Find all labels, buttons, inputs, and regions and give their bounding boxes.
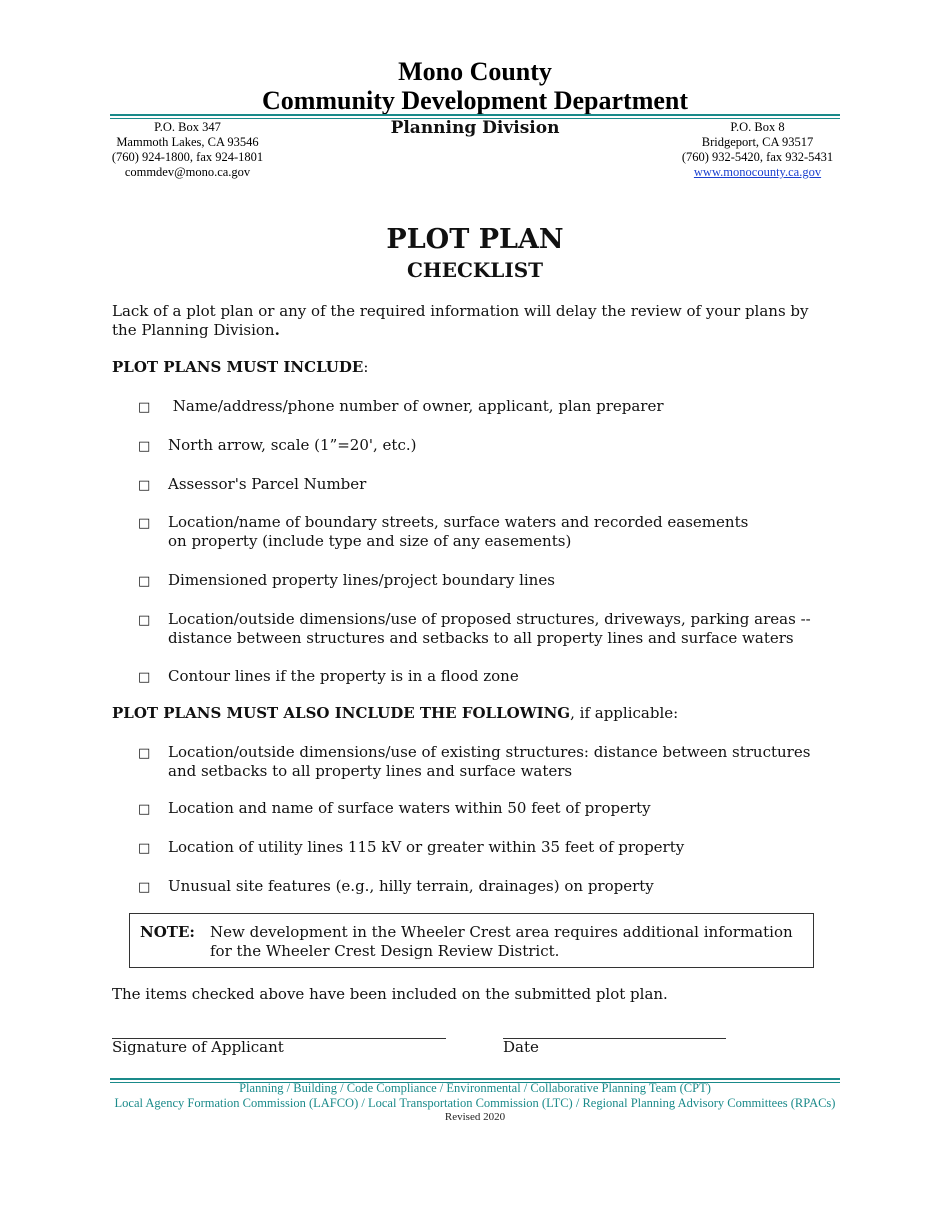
section-1-heading-text: PLOT PLANS MUST INCLUDE xyxy=(112,358,364,376)
section-2-heading-suffix: , if applicable: xyxy=(570,704,679,722)
checklist-item-text: Location of utility lines 115 kV or greater within 35 feet of property xyxy=(168,838,685,856)
left-address-line: P.O. Box 347 xyxy=(154,120,221,134)
checkbox-icon[interactable]: □ xyxy=(138,516,151,531)
section-2-heading-text: PLOT PLANS MUST ALSO INCLUDE THE FOLLOWING xyxy=(112,704,571,722)
page-subtitle: CHECKLIST xyxy=(406,258,544,282)
checkbox-icon[interactable]: □ xyxy=(138,574,151,589)
footer-line-1: Planning / Building / Code Compliance / Environmental / Collaborative Planning Team (CPT) xyxy=(239,1081,711,1095)
checklist-item[interactable] xyxy=(138,743,828,783)
intro-text: Lack of a plot plan or any of the required information will delay the review of your plans by the Planning Division xyxy=(112,302,809,339)
checklist-item[interactable] xyxy=(138,667,828,687)
checklist-item[interactable] xyxy=(138,799,828,819)
note-box xyxy=(129,913,814,968)
checklist-item-text: Contour lines if the property is in a flood zone xyxy=(168,667,519,685)
checklist-item-text: Assessor's Parcel Number xyxy=(168,475,367,493)
left-address-email: commdev@mono.ca.gov xyxy=(124,165,251,179)
checklist-item[interactable] xyxy=(138,513,828,553)
checkbox-icon[interactable]: □ xyxy=(138,746,151,761)
checklist-item-text: Unusual site features (e.g., hilly terrain, drainages) on property xyxy=(168,877,654,895)
checkbox-icon[interactable]: □ xyxy=(138,841,151,856)
department-name: Community Development Department xyxy=(261,86,689,115)
note-text: New development in the Wheeler Crest area requires additional information for the Wheeler Crest Design Review District. xyxy=(210,923,793,960)
checkbox-icon[interactable]: □ xyxy=(138,613,151,628)
checkbox-icon[interactable]: □ xyxy=(138,670,151,685)
checkbox-icon[interactable]: □ xyxy=(138,880,151,895)
checklist-item-text: Location/name of boundary streets, surface waters and recorded easements on property (include type and size of any easements) xyxy=(168,513,749,550)
checkbox-icon[interactable]: □ xyxy=(138,400,151,415)
checklist-item[interactable] xyxy=(138,610,828,650)
checkbox-icon[interactable]: □ xyxy=(138,802,151,817)
date-label: Date xyxy=(503,1038,539,1056)
checklist-item[interactable] xyxy=(138,436,828,456)
right-address-line: P.O. Box 8 xyxy=(730,120,785,134)
checkbox-icon[interactable]: □ xyxy=(138,439,151,454)
checklist-item[interactable] xyxy=(138,397,828,417)
division-name: Planning Division xyxy=(390,118,560,138)
checklist-item[interactable] xyxy=(138,877,828,897)
header-rule-top xyxy=(110,114,840,116)
checklist-item[interactable] xyxy=(138,571,828,591)
checklist-item[interactable] xyxy=(138,838,828,858)
signature-label: Signature of Applicant xyxy=(112,1038,284,1056)
checklist-item-text: North arrow, scale (1”=20', etc.) xyxy=(168,436,417,454)
checkbox-icon[interactable]: □ xyxy=(138,478,151,493)
checklist-item-text: Dimensioned property lines/project boundary lines xyxy=(168,571,555,589)
left-address-line: Mammoth Lakes, CA 93546 xyxy=(116,135,259,149)
org-name: Mono County xyxy=(398,57,552,86)
website-link[interactable]: www.monocounty.ca.gov xyxy=(693,165,822,179)
checklist-item-text: Name/address/phone number of owner, applicant, plan preparer xyxy=(168,397,664,415)
left-address-line: (760) 924-1800, fax 924-1801 xyxy=(111,150,264,164)
note-label: NOTE: xyxy=(140,923,195,941)
checklist-item-text: Location/outside dimensions/use of existing structures: distance between structures and setbacks to all property lines and surface waters xyxy=(168,743,811,780)
right-address xyxy=(675,120,840,180)
page-title: PLOT PLAN xyxy=(386,224,564,255)
intro-paragraph xyxy=(112,302,837,340)
confirmation-text: The items checked above have been included on the submitted plot plan. xyxy=(112,985,668,1003)
checklist-item-text: Location and name of surface waters within 50 feet of property xyxy=(168,799,651,817)
section-1-heading-suffix: : xyxy=(363,358,369,376)
section-2-heading xyxy=(112,704,678,722)
intro-period: . xyxy=(274,321,280,339)
right-address-line: (760) 932-5420, fax 932-5431 xyxy=(681,150,834,164)
footer-rule-top xyxy=(110,1078,840,1080)
right-address-line: Bridgeport, CA 93517 xyxy=(701,135,814,149)
checklist-item[interactable] xyxy=(138,475,828,495)
left-address xyxy=(105,120,270,180)
section-1-heading xyxy=(112,358,368,376)
footer-line-2: Local Agency Formation Commission (LAFCO) / Local Transportation Commission (LTC) / Regional Planning Advisory Committees (RPACs) xyxy=(114,1096,836,1110)
checklist-item-text: Location/outside dimensions/use of proposed structures, driveways, parking areas -- distance between structures and setbacks to all property lines and surface waters xyxy=(168,610,811,647)
revision-note: Revised 2020 xyxy=(444,1111,506,1123)
